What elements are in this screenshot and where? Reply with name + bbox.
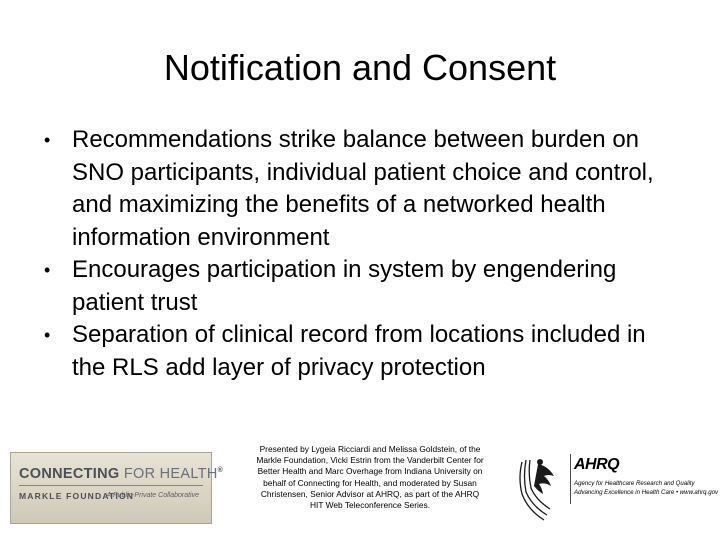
credits-line: behalf of Connecting for Health, and moderated by Susan [263,477,477,488]
cfh-logo-name-thin: FOR HEALTH [123,466,218,482]
bullet-icon: • [44,325,51,345]
cfh-logo-name-bold: CONNECTING [19,466,120,482]
bullet-item [40,319,680,384]
ahrq-logo-mark: AHRQ [574,456,620,473]
trademark-symbol: ® [217,467,224,475]
cfh-logo-org: MARKLE FOUNDATION [19,491,135,501]
ahrq-logo [570,454,719,506]
bullet-icon: • [44,260,51,280]
bullet-list [40,124,680,384]
bullet-item [40,254,680,319]
bullet-text: Encourages participation in system by engendering patient trust [72,256,617,316]
cfh-logo-divider [19,485,203,486]
bullet-item [40,124,680,254]
cfh-logo-tagline: A Public-Private Collaborative [106,492,199,499]
ahrq-logo-motto: Advancing Excellence in Health Care • www.ahrq.gov [574,489,719,496]
presenter-credits [228,444,512,511]
bullet-text: Separation of clinical record from locations included in the RLS add layer of privacy protection [72,321,646,381]
credits-line: Christensen, Senior Advisor at AHRQ, as part of the AHRQ [260,488,480,499]
credits-line: Better Health and Marc Overhage from Indiana University on [257,466,483,477]
hhs-eagle-seal-icon [514,438,568,538]
connecting-for-health-logo [10,452,224,524]
credits-line: Presented by Lygeia Ricciardi and Melissa Goldstein, of the [259,444,481,454]
credits-line: Markle Foundation, Vicki Estrin from the Vanderbilt Center for [256,455,484,466]
cfh-logo-wordmark [19,466,223,482]
ahrq-logo-divider [570,454,571,504]
bullet-icon: • [44,130,51,150]
bullet-text: Recommendations strike balance between burden on SNO participants, individual patient choice and control, and maximizing the benefits of a networked health information environment [72,126,654,251]
slide-title: Notification and Consent [163,47,557,88]
slide-footer [0,438,720,538]
credits-line: HIT Web Teleconference Series. [309,500,431,511]
ahrq-logo-agency: Agency for Healthcare Research and Quality [574,480,695,487]
